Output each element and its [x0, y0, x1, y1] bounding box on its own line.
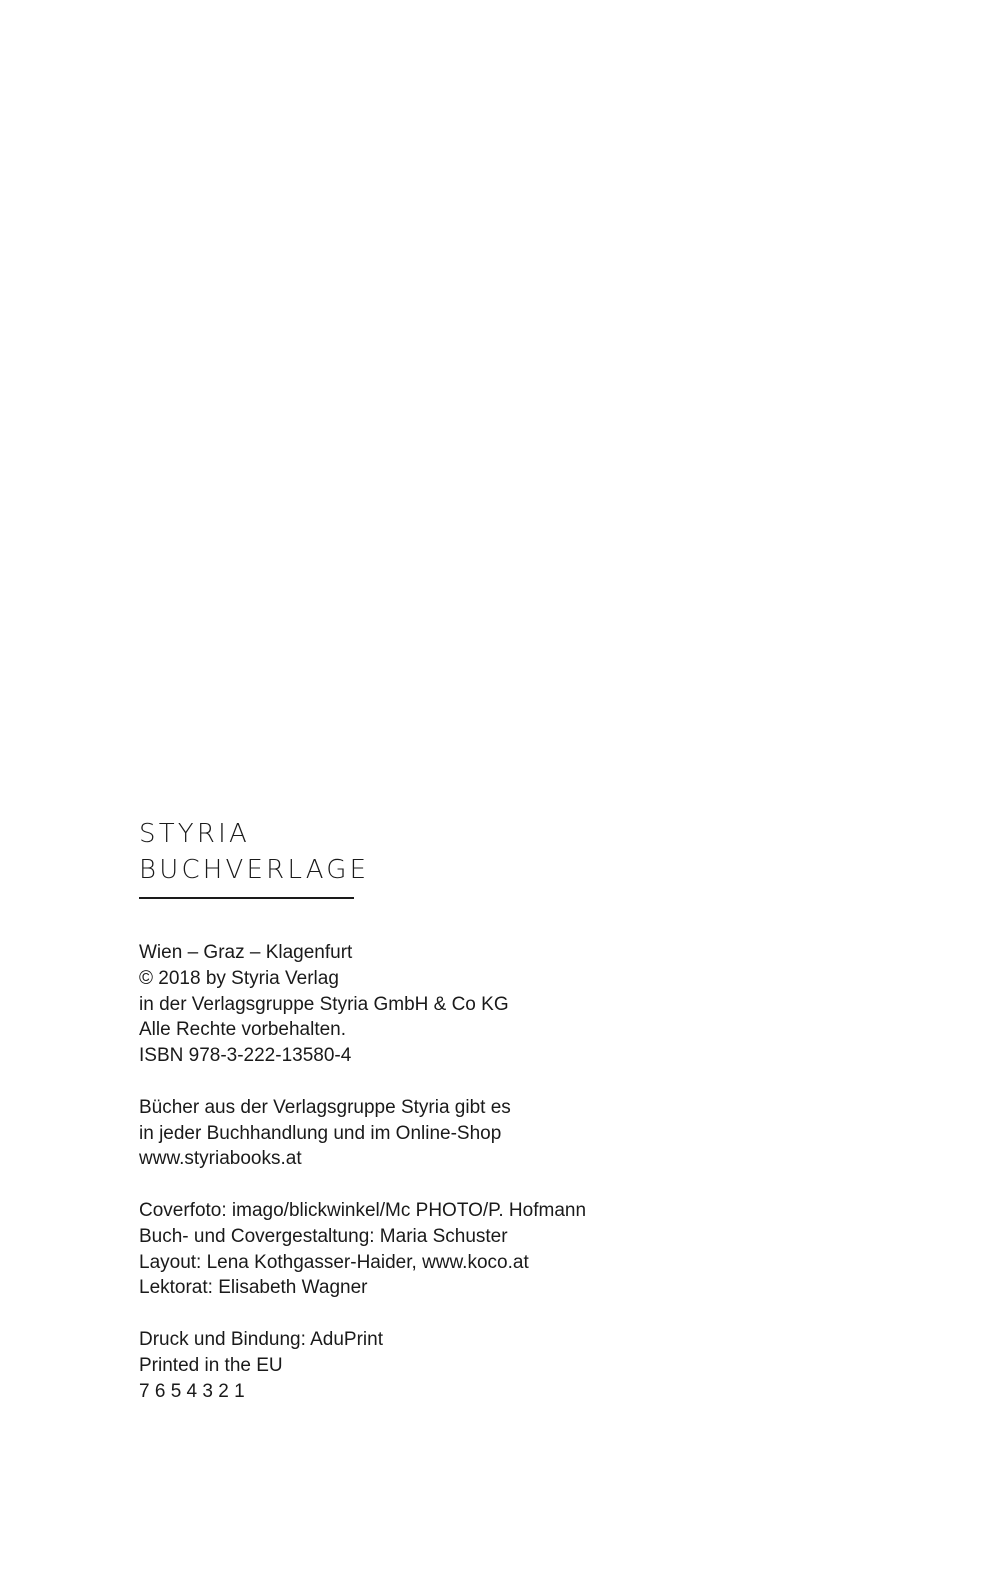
- credits-info: [139, 1198, 839, 1301]
- logo-line-styria: STYRIA: [139, 819, 250, 849]
- printing-info: [139, 1327, 839, 1404]
- availability-info: [139, 1095, 839, 1172]
- print-binding: Druck und Bindung: AduPrint: [139, 1328, 383, 1350]
- editor-credit: Lektorat: Elisabeth Wagner: [139, 1277, 368, 1299]
- imprint-section: [139, 816, 839, 1404]
- print-run-numbers: 7 6 5 4 3 2 1: [139, 1380, 245, 1402]
- printed-in: Printed in the EU: [139, 1354, 283, 1376]
- cover-photo-credit: Coverfoto: imago/blickwinkel/Mc PHOTO/P. Hofmann: [139, 1199, 587, 1221]
- isbn: ISBN 978-3-222-13580-4: [139, 1045, 352, 1067]
- layout-credit: Layout: Lena Kothgasser-Haider, www.koco.at: [139, 1251, 529, 1273]
- design-credit: Buch- und Covergestaltung: Maria Schuster: [139, 1225, 508, 1247]
- logo-underline: [139, 897, 354, 899]
- rights-reserved: Alle Rechte vorbehalten.: [139, 1019, 347, 1041]
- availability-line-1: Bücher aus der Verlagsgruppe Styria gibt es: [139, 1096, 511, 1118]
- publisher-group: in der Verlagsgruppe Styria GmbH & Co KG: [139, 993, 509, 1015]
- logo-line-buchverlage: BUCHVERLAGE: [139, 855, 370, 885]
- publisher-locations: Wien – Graz – Klagenfurt: [139, 942, 353, 963]
- publisher-info: [139, 940, 839, 1069]
- website-link: www.styriabooks.at: [139, 1148, 302, 1170]
- availability-line-2: in jeder Buchhandlung und im Online-Shop: [139, 1122, 502, 1144]
- copyright-line: © 2018 by Styria Verlag: [139, 967, 339, 989]
- publisher-logo: [139, 816, 369, 899]
